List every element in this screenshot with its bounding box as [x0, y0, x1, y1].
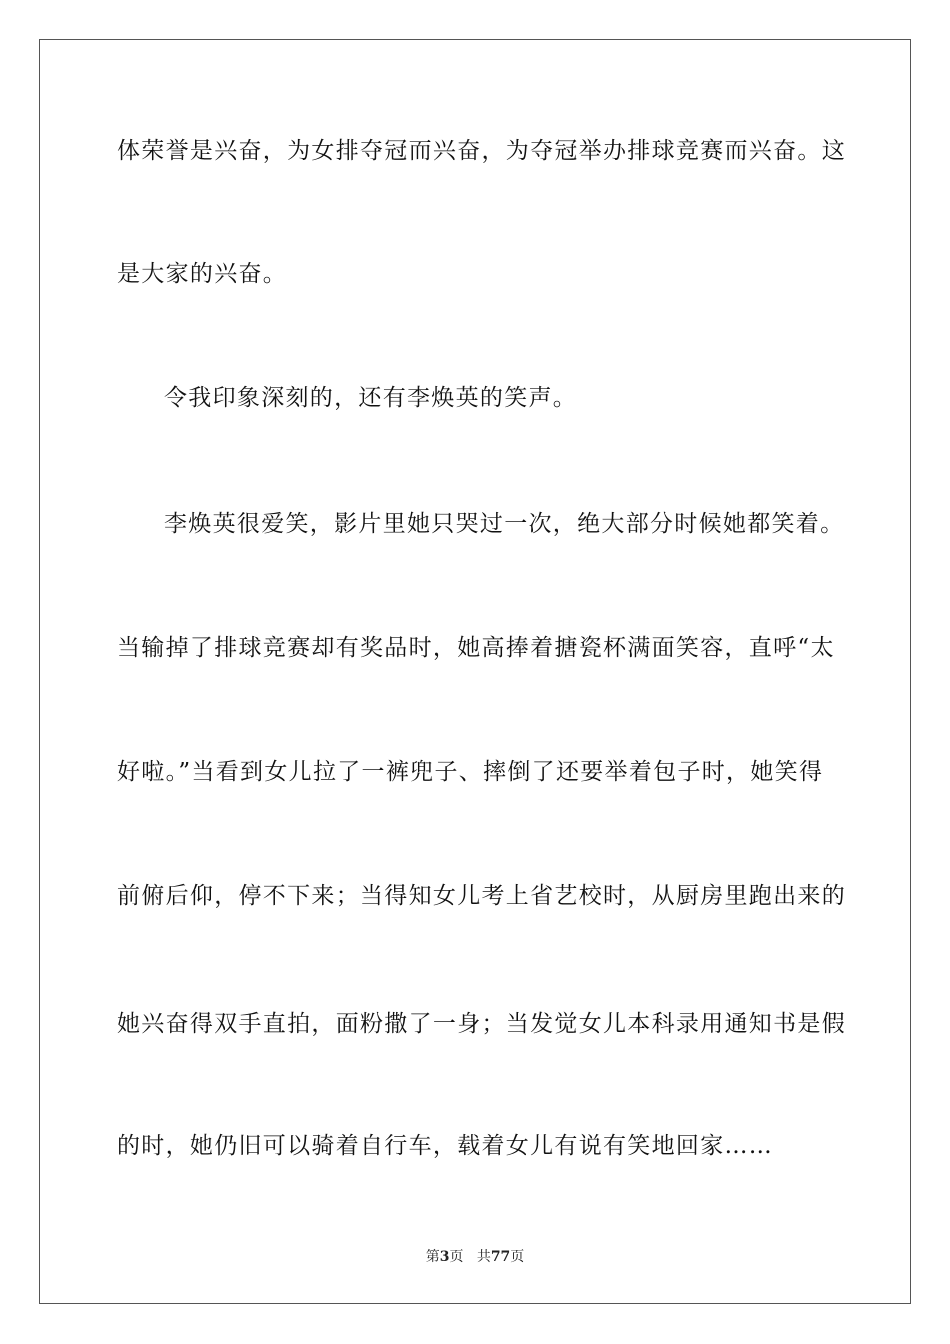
footer-page-suffix: 页 — [449, 1249, 464, 1265]
current-page-number: 3 — [439, 1249, 450, 1265]
body-line-2: 是大家的兴奋。 — [117, 261, 288, 287]
body-line-8: 她兴奋得双手直拍，面粉撒了一身；当发觉女儿本科录用通知书是假 — [117, 1011, 846, 1037]
page-footer — [0, 1246, 950, 1266]
body-line-1: 体荣誉是兴奋，为女排夺冠而兴奋，为夺冠举办排球竞赛而兴奋。这 — [117, 138, 846, 164]
footer-total-prefix: 共 — [476, 1249, 491, 1265]
body-line-4: 李焕英很爱笑，影片里她只哭过一次，绝大部分时候她都笑着。 — [164, 511, 845, 537]
footer-prefix: 第 — [425, 1249, 440, 1265]
footer-total-suffix: 页 — [510, 1249, 525, 1265]
body-line-9: 的时，她仍旧可以骑着自行车，载着女儿有说有笑地回家…… — [117, 1133, 774, 1159]
total-pages-number: 77 — [490, 1249, 511, 1265]
body-line-3: 令我印象深刻的，还有李焕英的笑声。 — [164, 385, 578, 411]
page-border — [39, 39, 911, 1304]
body-line-6: 好啦。”当看到女儿拉了一裤兜子、摔倒了还要举着包子时，她笑得 — [117, 759, 824, 785]
body-line-7: 前俯后仰，停不下来；当得知女儿考上省艺校时，从厨房里跑出来的 — [117, 883, 846, 909]
body-line-5: 当输掉了排球竞赛却有奖品时，她高捧着搪瓷杯满面笑容，直呼“太 — [117, 635, 835, 661]
